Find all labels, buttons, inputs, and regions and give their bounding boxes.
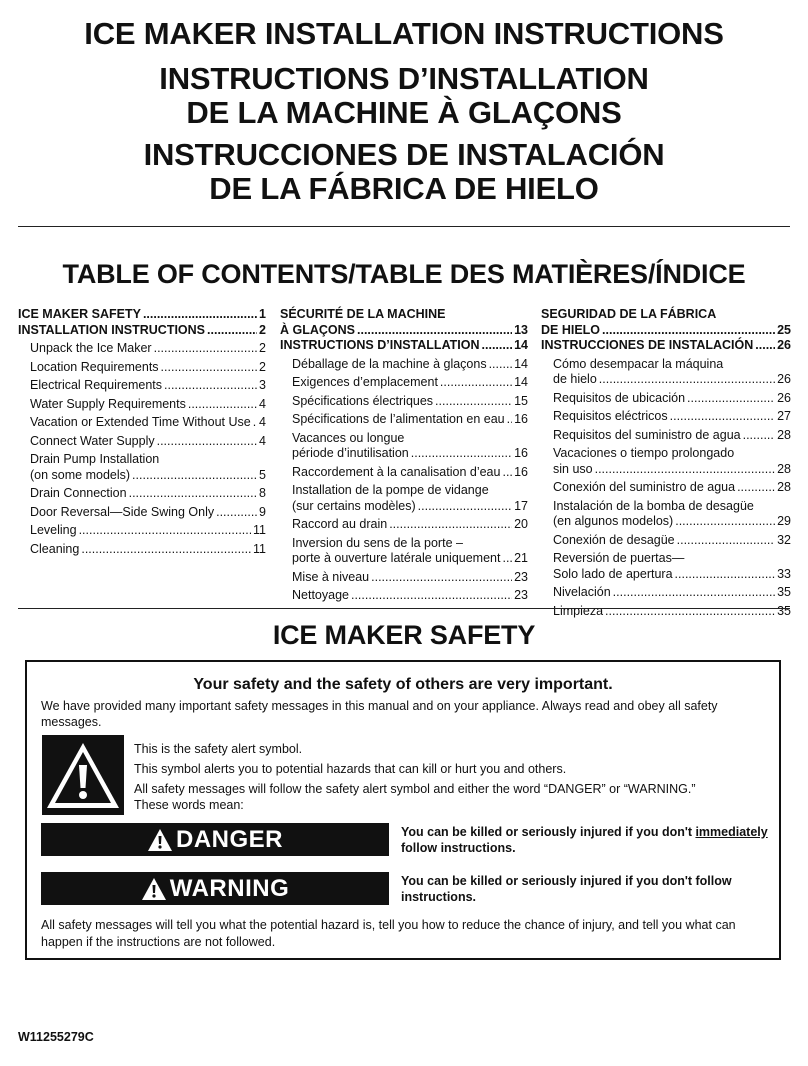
toc-entry-label: Raccordement à la canalisation d’eau [292,464,501,479]
toc-entry-label: sin uso [553,461,593,476]
toc-entry[interactable] [280,375,528,391]
toc-entry[interactable] [541,604,791,620]
document-titles [0,16,808,206]
toc-entry[interactable] [18,397,266,413]
section-title-safety: ICE MAKER SAFETY [272,620,536,650]
safety-alert-icon [42,735,124,815]
toc-entry-page: 2 [259,359,266,374]
toc-entry-label-line1: Vacaciones o tiempo prolongado [553,446,735,460]
toc-entry[interactable] [18,486,266,502]
toc-entry-page: 14 [514,338,528,352]
toc-entry-label: Unpack the Ice Maker [30,341,152,355]
toc-entry[interactable] [541,357,791,388]
toc-entry-page: 35 [777,585,791,599]
toc-entry-page: 33 [777,566,791,581]
toc-entry-page: 21 [514,551,528,565]
toc-entry-page: 26 [777,372,791,386]
toc-entry[interactable] [541,499,791,530]
toc-entry[interactable] [280,536,528,567]
toc-entry-label: Door Reversal—Side Swing Only [30,504,215,519]
toc-leader-dots [502,551,512,567]
toc-entry-label-line1: SÉCURITÉ DE LA MACHINE [280,307,446,321]
toc-entry-label: ICE MAKER SAFETY [18,307,141,321]
symbol-line-1: This is the safety alert symbol. [134,742,303,756]
toc-leader-dots [207,323,257,339]
toc-leader-dots [253,415,257,431]
toc-entry[interactable] [18,505,266,521]
toc-column-spanish [541,307,791,619]
toc-entry-label: Requisitos del suministro de agua [553,427,741,442]
toc-entry-page: 14 [514,375,528,389]
toc-entry-label: Nettoyage [292,588,349,602]
toc-leader-dots [440,375,512,391]
toc-entry[interactable] [18,452,266,483]
toc-entry-page: 14 [514,356,528,371]
toc-leader-dots [132,468,257,484]
toc-entry-label: Leveling [30,523,77,537]
safety-box [25,660,781,960]
toc-leader-dots [129,486,257,502]
warning-alert-icon [141,877,167,901]
toc-leader-dots [161,360,258,376]
toc-entry-page: 28 [777,427,791,442]
toc-entry[interactable] [18,323,266,339]
toc-entry-label: Requisitos de ubicación [553,390,686,405]
toc-entry-label-line1: Installation de la pompe de vidange [292,483,489,497]
toc-entry-label-line1: Instalación de la bomba de desagüe [553,498,754,513]
toc-entry[interactable] [18,378,266,394]
toc-entry-label: Requisitos eléctricos [553,409,668,423]
toc-leader-dots [357,323,512,339]
divider-top [18,226,790,227]
toc-entry-label: Vacation or Extended Time Without Use [30,415,251,429]
toc-entry-page: 4 [259,433,266,448]
toc-leader-dots [351,588,512,604]
toc-entry-label: Mise à niveau [292,569,370,584]
title-english: ICE MAKER INSTALLATION INSTRUCTIONS [84,16,724,51]
toc-leader-dots [507,412,512,428]
toc-entry[interactable] [18,415,266,431]
divider-middle [18,608,790,609]
toc-entry-label: de hielo [553,372,597,386]
warning-banner [41,872,389,905]
safety-intro: We have provided many important safety messages in this manual and on your appliance. Always read and obey all safety messages. [41,699,718,729]
toc-entry-page: 9 [259,504,266,519]
toc-entry-label-line1: Vacances ou longue [292,430,405,445]
toc-entry-page: 4 [259,415,266,429]
toc-entry-page: 35 [777,603,791,618]
warning-label: WARNING [169,874,290,902]
toc-leader-dots [602,323,775,339]
toc-leader-dots [687,391,775,407]
toc-leader-dots [188,397,257,413]
toc-leader-dots [164,378,257,394]
toc-entry[interactable] [18,523,266,539]
toc-leader-dots [743,428,775,444]
toc-entry-page: 16 [514,446,528,460]
toc-entry-page: 15 [514,393,528,408]
toc-entry-label: INSTALLATION INSTRUCTIONS [18,322,206,337]
toc-entry-page: 2 [259,341,266,355]
toc-leader-dots [613,585,775,601]
symbol-line-3: All safety messages will follow the safety alert symbol and either the word “DANGER” or “WARNING.” [134,782,696,796]
toc-entry[interactable] [541,480,791,496]
toc-entry-label-line1: Inversion du sens de la porte – [292,535,463,550]
toc-entry[interactable] [280,412,528,428]
toc-entry-page: 32 [777,532,791,547]
toc-entry[interactable] [541,585,791,601]
toc-leader-dots [675,514,775,530]
toc-entry-label-line1: Drain Pump Installation [30,452,160,466]
toc-entry-label: période d’inutilisation [292,446,409,460]
title-spanish-line2: DE LA FÁBRICA DE HIELO [209,171,599,206]
toc-entry-page: 11 [253,523,266,537]
toc-leader-dots [675,567,776,583]
toc-entry-label: Location Requirements [30,359,159,374]
toc-entry-page: 25 [777,322,791,337]
toc-entry-label: Raccord au drain [292,517,388,531]
toc-entry[interactable] [541,551,791,582]
title-french [0,62,808,130]
toc-entry-page: 29 [777,514,791,528]
toc-entry[interactable] [18,360,266,376]
danger-description [401,824,776,856]
toc-entry-label-line1: Reversión de puertas— [553,551,685,565]
toc-title: TABLE OF CONTENTS/TABLE DES MATIÈRES/ÍNDICE [62,259,746,289]
toc-entry-page: 26 [777,338,791,352]
toc-entry[interactable] [541,446,791,477]
toc-leader-dots [670,409,775,425]
toc-entry-page: 27 [777,409,791,423]
toc-entry[interactable] [280,357,528,373]
toc-entry-page: 13 [514,322,528,337]
toc-entry-label: À GLAÇONS [280,322,355,337]
toc-entry[interactable] [541,391,791,407]
toc-leader-dots [599,372,775,388]
toc-entry-page: 20 [514,517,528,531]
toc-leader-dots [389,517,512,533]
safety-closing: All safety messages will tell you what the potential hazard is, tell you how to reduce the chance of injury, and tell you what can happen if the instructions are not followed. [41,918,736,949]
document-code: W11255279C [18,1030,94,1044]
toc-entry-label: Connect Water Supply [30,433,155,448]
toc-leader-dots [418,499,512,515]
toc-entry-label: DE HIELO [541,322,601,337]
toc-entry[interactable] [280,431,528,462]
toc-leader-dots [605,604,775,620]
toc-entry-label-line1: SEGURIDAD DE LA FÁBRICA [541,307,717,321]
toc-entry-label: Limpieza [553,603,604,618]
toc-entry-label-line1: Cómo desempacar la máquina [553,356,724,371]
toc-leader-dots [81,542,251,558]
toc-entry-page: 8 [259,486,266,500]
toc-leader-dots [216,505,257,521]
toc-entry-label: Drain Connection [30,486,127,500]
toc-entry-page: 2 [259,322,266,337]
toc-entry-label: (en algunos modelos) [553,514,674,528]
toc-entry-label: Conexión del suministro de agua [553,480,736,494]
danger-text-b: follow instructions. [401,841,516,855]
toc-entry-page: 11 [253,541,266,556]
title-french-line1: INSTRUCTIONS D’INSTALLATION [159,61,649,96]
toc-entry[interactable] [541,428,791,444]
toc-entry[interactable] [280,570,528,586]
toc-entry-page: 26 [777,390,791,405]
toc-entry[interactable] [18,307,266,323]
toc-entry-page: 28 [777,480,791,494]
symbol-line-2: This symbol alerts you to potential hazards that can kill or hurt you and others. [134,762,567,776]
toc-entry-label: (on some models) [30,467,131,482]
danger-label: DANGER [175,825,283,853]
toc-entry-label: (sur certains modèles) [292,498,416,513]
toc-entry-label: Solo lado de apertura [553,566,673,581]
toc-entry-label: Spécifications électriques [292,393,434,408]
toc-leader-dots [482,338,513,354]
danger-alert-icon [147,828,173,852]
toc-entry-page: 3 [259,378,266,392]
toc-leader-dots [154,341,257,357]
danger-text-underlined: immediately [695,825,768,839]
toc-entry[interactable] [280,338,528,354]
toc-column-french [280,307,528,604]
toc-entry-page: 23 [514,569,528,584]
toc-entry[interactable] [18,434,266,450]
toc-leader-dots [79,523,251,539]
toc-leader-dots [157,434,257,450]
toc-leader-dots [677,533,775,549]
toc-entry-label: Electrical Requirements [30,378,162,392]
toc-column-english [18,307,266,557]
toc-leader-dots [737,480,775,496]
toc-entry-page: 23 [514,588,528,602]
toc-entry-label: porte à ouverture latérale uniquement [292,551,501,565]
toc-leader-dots [502,465,512,481]
title-spanish-line1: INSTRUCCIONES DE INSTALACIÓN [143,137,665,172]
toc-entry-page: 17 [514,498,528,513]
toc-leader-dots [411,446,512,462]
toc-leader-dots [489,357,513,373]
toc-entry-page: 28 [777,461,791,476]
toc-entry[interactable] [541,533,791,549]
danger-banner [41,823,389,856]
title-spanish [0,138,808,206]
toc-entry-label: INSTRUCTIONS D’INSTALLATION [280,338,480,352]
toc-entry[interactable] [18,542,266,558]
toc-entry[interactable] [541,338,791,354]
toc-entry[interactable] [280,307,528,338]
toc-entry[interactable] [280,394,528,410]
toc-entry-page: 16 [514,412,528,426]
toc-entry-label: Water Supply Requirements [30,396,186,411]
toc-entry-label: Déballage de la machine à glaçons [292,356,487,371]
toc-entry-label: Conexión de desagüe [553,532,675,547]
danger-text-a: You can be killed or seriously injured if you don't [401,825,696,839]
toc-leader-dots [595,462,775,478]
toc-entry-page: 4 [259,396,266,411]
toc-leader-dots [755,338,775,354]
toc-entry-page: 16 [514,464,528,479]
toc-entry[interactable] [541,409,791,425]
toc-entry[interactable] [280,483,528,514]
symbol-line-4: These words mean: [134,798,244,812]
toc-leader-dots [371,570,512,586]
toc-entry[interactable] [280,517,528,533]
warning-description: You can be killed or seriously injured if you don't follow instructions. [401,874,732,904]
safety-heading: Your safety and the safety of others are very important. [193,676,613,693]
toc-entry-page: 1 [259,307,266,321]
toc-entry[interactable] [541,307,791,338]
toc-entry[interactable] [18,341,266,357]
toc-entry-label: Cleaning [30,541,80,556]
toc-leader-dots [435,394,512,410]
toc-entry[interactable] [280,588,528,604]
toc-entry-page: 5 [259,467,266,482]
toc-leader-dots [143,307,257,323]
toc-entry-label: INSTRUCCIONES DE INSTALACIÓN [541,338,754,352]
toc-entry-label: Exigences d’emplacement [292,375,438,389]
toc-entry-label: Nivelación [553,585,611,599]
toc-entry-label: Spécifications de l’alimentation en eau [292,412,505,426]
toc-entry[interactable] [280,465,528,481]
title-french-line2: DE LA MACHINE À GLAÇONS [186,95,622,130]
